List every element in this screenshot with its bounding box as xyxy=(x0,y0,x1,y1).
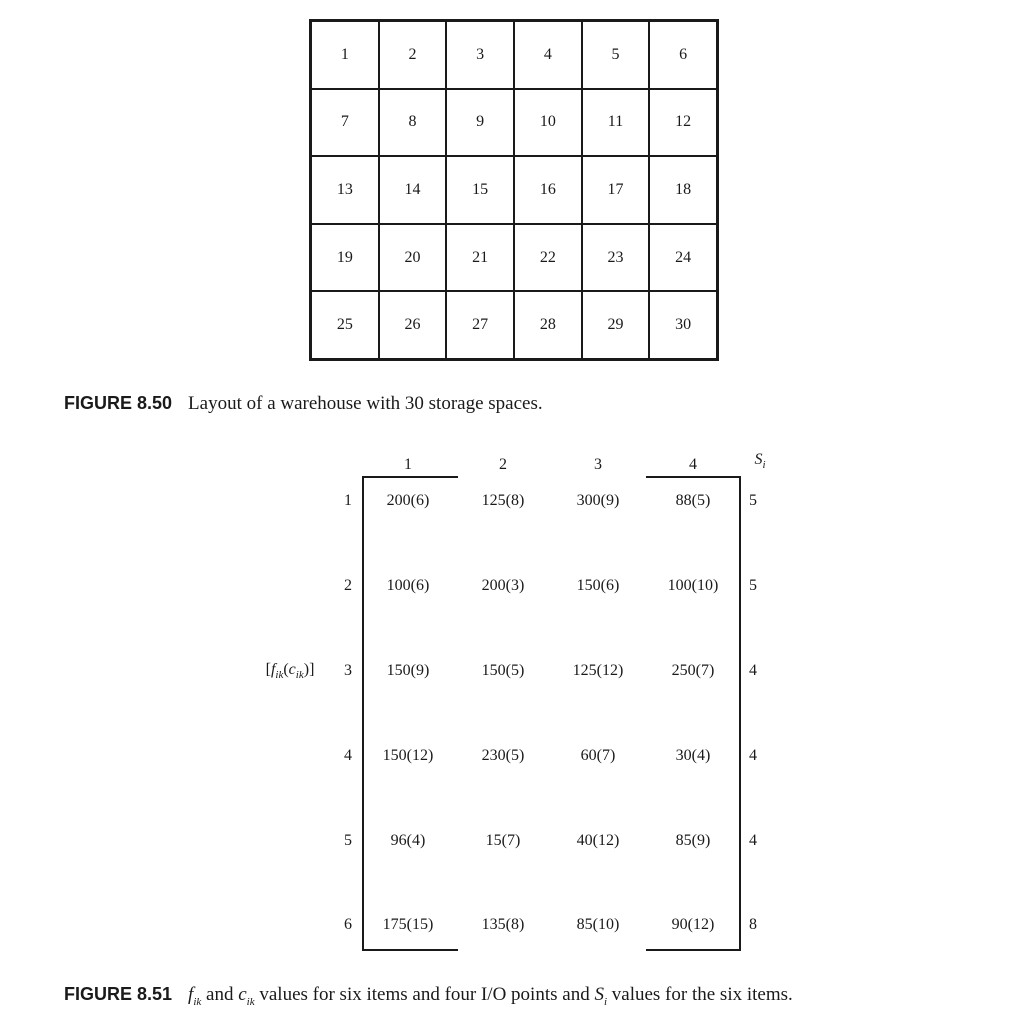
storage-space-cell: 28 xyxy=(514,291,582,359)
matrix-cell: 230(5) xyxy=(481,747,525,764)
s-value: 4 xyxy=(749,662,757,679)
storage-space-cell: 26 xyxy=(379,291,447,359)
storage-space-cell: 9 xyxy=(446,89,514,157)
s-value: 8 xyxy=(749,916,757,933)
storage-space-cell: 17 xyxy=(582,156,650,224)
matrix-cell: 90(12) xyxy=(671,916,715,933)
matrix-cell: 200(6) xyxy=(386,492,430,509)
caption-label: FIGURE 8.50 xyxy=(64,393,173,413)
caption-label: FIGURE 8.51 xyxy=(64,984,173,1004)
row-label: 4 xyxy=(344,747,352,764)
matrix-label: $[f_{ik}(c_{ik})]$ xyxy=(265,660,315,682)
storage-space-cell: 3 xyxy=(446,21,514,89)
row-label: 3 xyxy=(344,662,352,679)
matrix-cell: 88(5) xyxy=(675,492,711,509)
s-value: 5 xyxy=(749,577,757,594)
storage-space-cell: 10 xyxy=(514,89,582,157)
matrix-cell: 135(8) xyxy=(481,916,525,933)
storage-space-cell: 14 xyxy=(379,156,447,224)
matrix-cell: 150(12) xyxy=(382,747,434,764)
storage-space-cell: 12 xyxy=(649,89,717,157)
storage-space-cell: 6 xyxy=(649,21,717,89)
storage-space-cell: 19 xyxy=(311,224,379,292)
storage-space-cell: 18 xyxy=(649,156,717,224)
storage-space-cell: 8 xyxy=(379,89,447,157)
matrix-cell: 125(12) xyxy=(572,662,624,679)
matrix-cell: 30(4) xyxy=(675,747,711,764)
right-bracket-top xyxy=(646,476,741,478)
s-value: 4 xyxy=(749,747,757,764)
storage-space-cell: 24 xyxy=(649,224,717,292)
storage-space-cell: 7 xyxy=(311,89,379,157)
storage-space-cell: 4 xyxy=(514,21,582,89)
matrix-cell: 100(6) xyxy=(386,577,430,594)
storage-space-cell: 20 xyxy=(379,224,447,292)
matrix-cell: 175(15) xyxy=(382,916,434,933)
row-label: 5 xyxy=(344,832,352,849)
right-bracket-bottom xyxy=(646,949,741,951)
matrix-cell: 100(10) xyxy=(667,577,719,594)
right-bracket-vertical xyxy=(739,476,741,950)
s-value: 5 xyxy=(749,492,757,509)
storage-space-cell: 11 xyxy=(582,89,650,157)
matrix-cell: 60(7) xyxy=(580,747,616,764)
caption-text: Layout of a warehouse with 30 storage spaces. xyxy=(188,393,543,414)
figure-8-51-caption: FIGURE 8.51 $f_{ik}$ and $c_{ik}$ values for six items and four I/O points and $S_i$ values for the six items. xyxy=(64,984,793,1008)
column-header: 1 xyxy=(404,456,412,473)
storage-space-cell: 27 xyxy=(446,291,514,359)
column-header: 2 xyxy=(499,456,507,473)
matrix-cell: 125(8) xyxy=(481,492,525,509)
storage-space-cell: 16 xyxy=(514,156,582,224)
left-bracket-vertical xyxy=(362,476,364,950)
row-label: 6 xyxy=(344,916,352,933)
s-header: $S_i$ xyxy=(754,450,766,472)
storage-space-cell: 13 xyxy=(311,156,379,224)
matrix-cell: 85(10) xyxy=(576,916,620,933)
figure-8-50-caption xyxy=(64,393,543,415)
row-label: 1 xyxy=(344,492,352,509)
storage-space-cell: 30 xyxy=(649,291,717,359)
storage-space-cell: 1 xyxy=(311,21,379,89)
left-bracket-bottom xyxy=(362,949,458,951)
column-header: 4 xyxy=(689,456,697,473)
storage-space-cell: 2 xyxy=(379,21,447,89)
matrix-cell: 150(9) xyxy=(386,662,430,679)
matrix-cell: 15(7) xyxy=(485,832,521,849)
storage-space-cell: 23 xyxy=(582,224,650,292)
column-header: 3 xyxy=(594,456,602,473)
row-label: 2 xyxy=(344,577,352,594)
storage-space-cell: 5 xyxy=(582,21,650,89)
matrix-cell: 85(9) xyxy=(675,832,711,849)
matrix-cell: 300(9) xyxy=(576,492,620,509)
storage-space-cell: 29 xyxy=(582,291,650,359)
warehouse-layout-grid xyxy=(309,19,719,361)
matrix-cell: 250(7) xyxy=(671,662,715,679)
matrix-cell: 40(12) xyxy=(576,832,620,849)
matrix-cell: 200(3) xyxy=(481,577,525,594)
matrix-cell: 150(5) xyxy=(481,662,525,679)
storage-space-cell: 22 xyxy=(514,224,582,292)
matrix-cell: 96(4) xyxy=(390,832,426,849)
matrix-cell: 150(6) xyxy=(576,577,620,594)
storage-space-cell: 25 xyxy=(311,291,379,359)
s-value: 4 xyxy=(749,832,757,849)
storage-space-cell: 15 xyxy=(446,156,514,224)
left-bracket-top xyxy=(362,476,458,478)
storage-space-cell: 21 xyxy=(446,224,514,292)
